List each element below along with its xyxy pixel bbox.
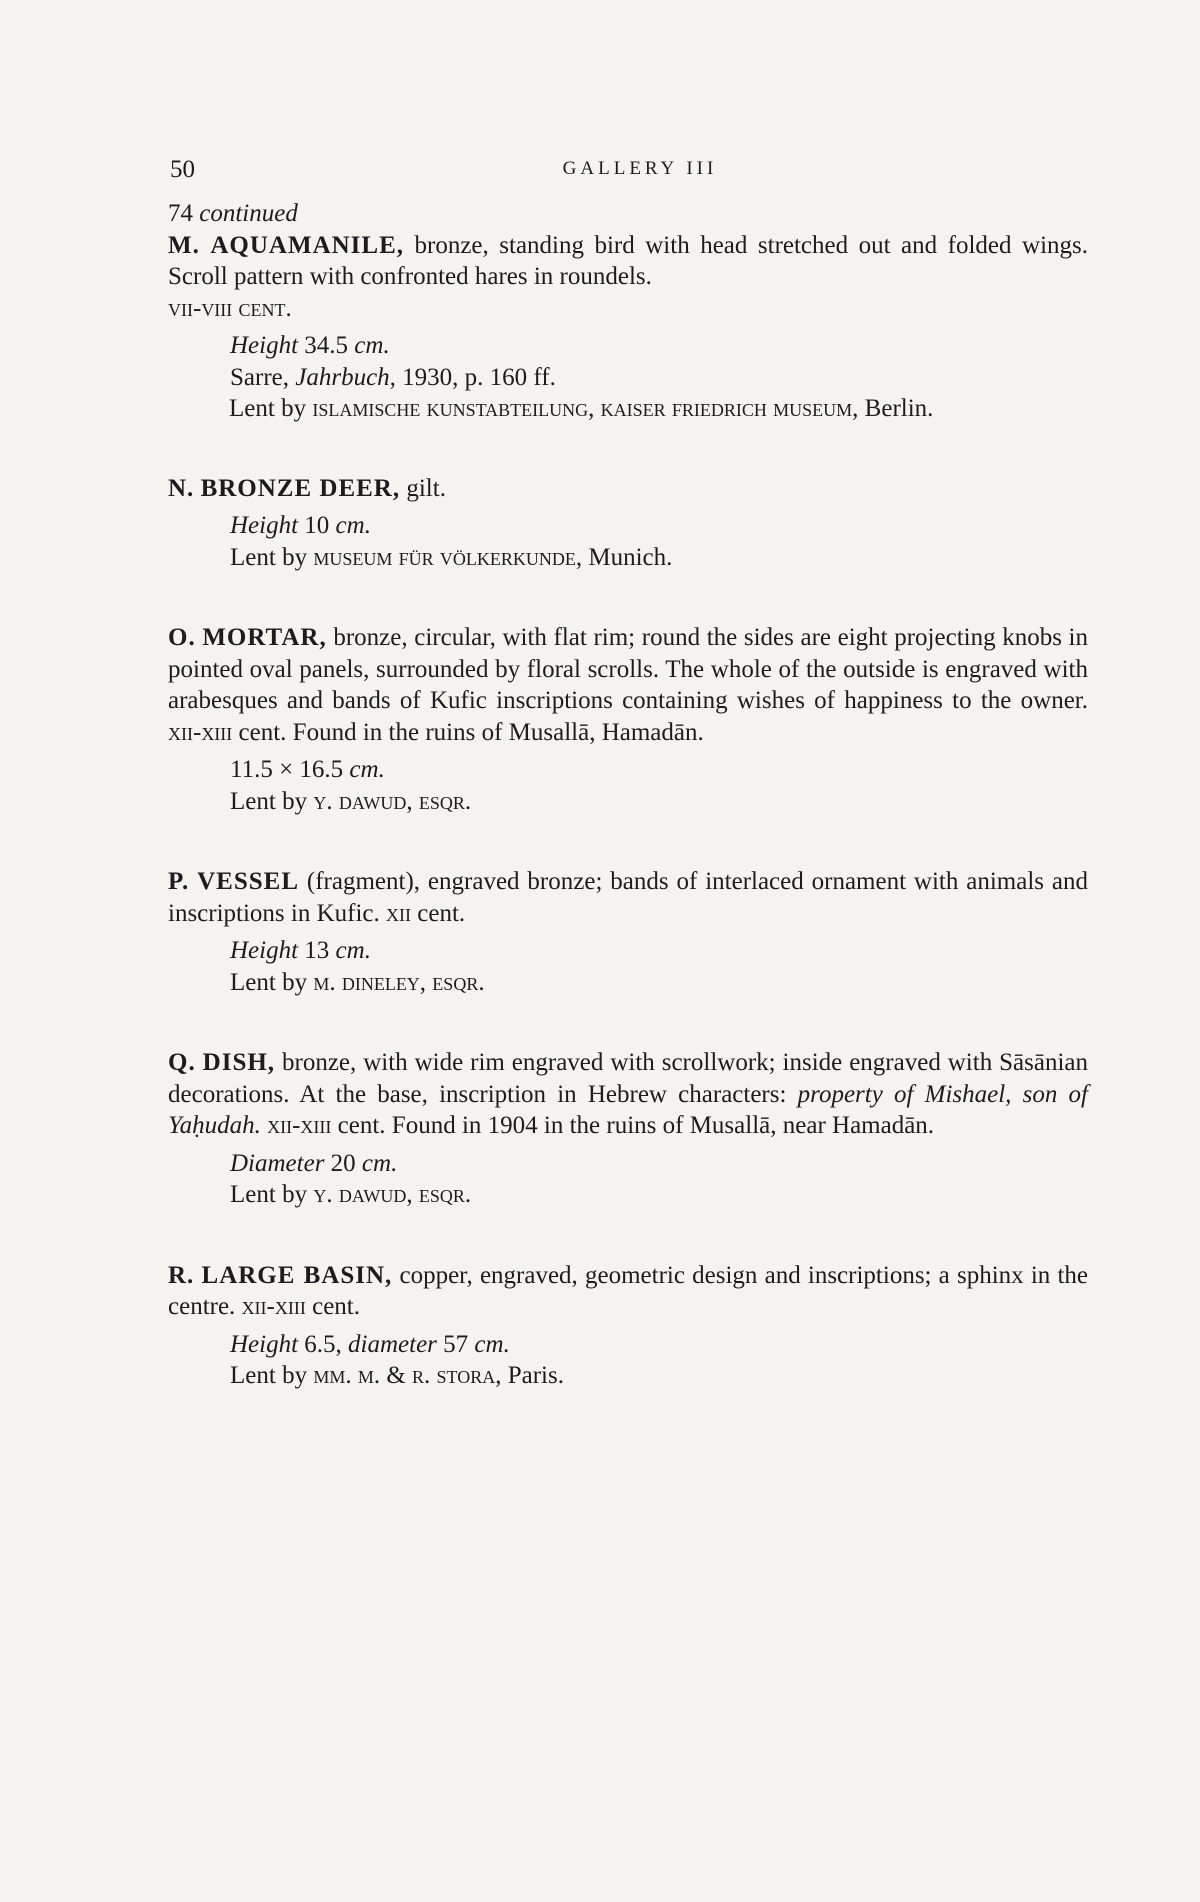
entry-n-letter: N.: [168, 474, 195, 502]
entry-q-measure-label: Diameter: [230, 1149, 325, 1177]
catalogue-text: [168, 198, 1088, 1392]
entry-p-title: VESSEL: [197, 868, 300, 895]
entry-n-lender: [168, 542, 1088, 574]
entry-r: [168, 1260, 1088, 1392]
entry-m-measure-unit: cm.: [354, 332, 390, 359]
entry-m-century: [168, 293, 1088, 325]
entry-o-lender-name: y. dawud, esqr.: [313, 787, 472, 815]
entry-m-lender: [168, 393, 1088, 425]
entry-n-lender-prefix: Lent by: [230, 543, 308, 571]
continued-heading: [168, 198, 1088, 230]
entry-m-lender-suffix: Berlin.: [864, 395, 934, 422]
entry-n-lender-name: museum für völkerkunde,: [313, 543, 583, 571]
entry-m-ref-title: Jahrbuch,: [295, 363, 396, 391]
entry-o-desc: bronze, circular, with flat rim; round the sides are eight projecting knobs in pointed oval panels, surrounded by floral scrolls. The whole of the outside is engraved with arabesques and bands of Kufic inscriptions containing wishes of happiness to the owner.: [168, 624, 1089, 714]
entry-m: [168, 230, 1088, 425]
entry-o-description: [168, 622, 1088, 748]
entry-p-lender: [168, 967, 1088, 999]
entry-o-century: xii-xiii: [168, 718, 233, 746]
entry-q-desc-tail: cent. Found in 1904 in the ruins of Musallā, near Hamadān.: [337, 1112, 935, 1139]
entry-q-lender-name: y. dawud, esqr.: [313, 1181, 472, 1208]
entry-r-title: LARGE BASIN,: [201, 1261, 393, 1289]
entry-r-century: xii-xiii: [241, 1293, 306, 1320]
catalogue-number: 74: [168, 200, 193, 227]
entry-r-description: [168, 1260, 1088, 1323]
entry-p-measure-value: 13: [304, 937, 330, 964]
entry-n-measure-unit: cm.: [335, 512, 371, 539]
entry-p-desc-tail: cent.: [417, 899, 466, 927]
entry-n-measure-label: Height: [230, 512, 299, 539]
entry-o-title: MORTAR,: [202, 624, 327, 651]
entry-o-desc-tail: cent. Found in the ruins of Musallā, Hamadān.: [238, 718, 704, 746]
entry-r-measure-value2: 57: [443, 1330, 469, 1358]
entry-n: [168, 473, 1088, 574]
entry-q-measure-value: 20: [330, 1149, 356, 1177]
entry-m-reference: [168, 362, 1088, 394]
entry-p-century: xii: [386, 899, 412, 927]
entry-n-lender-suffix: Munich.: [588, 543, 673, 571]
entry-m-lender-prefix: Lent by: [229, 395, 307, 422]
entry-r-lender-name: mm. m. & r. stora,: [313, 1362, 502, 1389]
entry-q-inscription: property of Mishael, son of Yaḥudah.: [168, 1080, 1088, 1139]
entry-q-lender: [168, 1179, 1088, 1211]
entry-p-measure: [168, 935, 1088, 967]
entry-p: [168, 866, 1088, 998]
entry-r-measure-value: 6.5,: [304, 1330, 342, 1358]
entry-o: [168, 622, 1088, 817]
entry-m-measure-value: 34.5: [304, 332, 349, 359]
entry-p-lender-name: m. dineley, esqr.: [313, 968, 485, 996]
entry-r-measure-label: Height: [230, 1330, 299, 1358]
entry-p-letter: P.: [168, 868, 190, 895]
entry-m-measure: [168, 330, 1088, 362]
entry-r-measure-label2: diameter: [348, 1330, 437, 1358]
gallery-title: GALLERY III: [562, 158, 718, 179]
entry-r-desc-tail: cent.: [312, 1293, 360, 1320]
entry-r-measure-unit: cm.: [474, 1330, 510, 1358]
entry-m-title: AQUAMANILE,: [210, 231, 405, 259]
entry-q-description: [168, 1047, 1088, 1142]
entry-p-description: [168, 866, 1088, 929]
entry-q-measure: [168, 1148, 1088, 1180]
entry-r-lender-suffix: Paris.: [507, 1362, 564, 1389]
entry-o-lender: [168, 786, 1088, 818]
entry-n-desc: gilt.: [406, 474, 446, 502]
entry-r-lender: [168, 1360, 1088, 1392]
entry-r-desc: copper, engraved, geometric design and inscriptions; a sphinx in the centre.: [168, 1261, 1089, 1320]
entry-n-measure: [168, 510, 1088, 542]
continued-word: continued: [199, 200, 298, 227]
entry-p-measure-label: Height: [230, 937, 299, 964]
entry-m-desc: bronze, standing bird with head stretched out and folded wings. Scroll pattern with confronted hares in roundels.: [168, 231, 1088, 290]
entry-m-measure-label: Height: [230, 332, 299, 359]
entry-o-measure-value: 11.5 × 16.5: [230, 756, 344, 783]
entry-o-measure-unit: cm.: [349, 756, 385, 783]
entry-p-desc: (fragment), engraved bronze; bands of interlaced ornament with animals and inscriptions in Kufic.: [168, 868, 1089, 927]
entry-p-measure-unit: cm.: [335, 937, 371, 964]
entry-q-century: xii-xiii: [267, 1112, 332, 1139]
entry-q-measure-unit: cm.: [361, 1149, 398, 1177]
running-head: [170, 156, 1090, 186]
entry-r-measure: [168, 1329, 1088, 1361]
entry-o-measure: [168, 754, 1088, 786]
entry-m-ref-rest: 1930, p. 160 ff.: [402, 363, 556, 391]
entry-n-description: [168, 473, 1088, 505]
entry-o-lender-prefix: Lent by: [230, 787, 308, 815]
entry-q-title: DISH,: [202, 1049, 276, 1076]
entry-q-desc: bronze, with wide rim engraved with scrollwork; inside engraved with Sāsānian decorations. At the base, inscription in Hebrew characters:: [168, 1049, 1089, 1108]
entry-m-lender-name: islamische kunstabteilung, kaiser friedrich museum,: [312, 395, 859, 422]
entry-p-lender-prefix: Lent by: [230, 968, 308, 996]
entry-m-description: [168, 230, 1088, 293]
entry-n-title: BRONZE DEER,: [200, 474, 401, 502]
entry-m-letter: M.: [168, 231, 200, 259]
entry-q-lender-prefix: Lent by: [230, 1181, 308, 1208]
entry-q: [168, 1047, 1088, 1211]
entry-r-letter: R.: [168, 1261, 195, 1289]
page-number: 50: [170, 156, 195, 183]
entry-o-letter: O.: [168, 624, 196, 651]
entry-q-letter: Q.: [168, 1049, 196, 1076]
entry-r-lender-prefix: Lent by: [230, 1362, 308, 1389]
entry-n-measure-value: 10: [304, 512, 330, 539]
entry-m-ref-author: Sarre,: [230, 363, 289, 391]
entry-m-century-text: vii-viii cent.: [168, 294, 292, 322]
